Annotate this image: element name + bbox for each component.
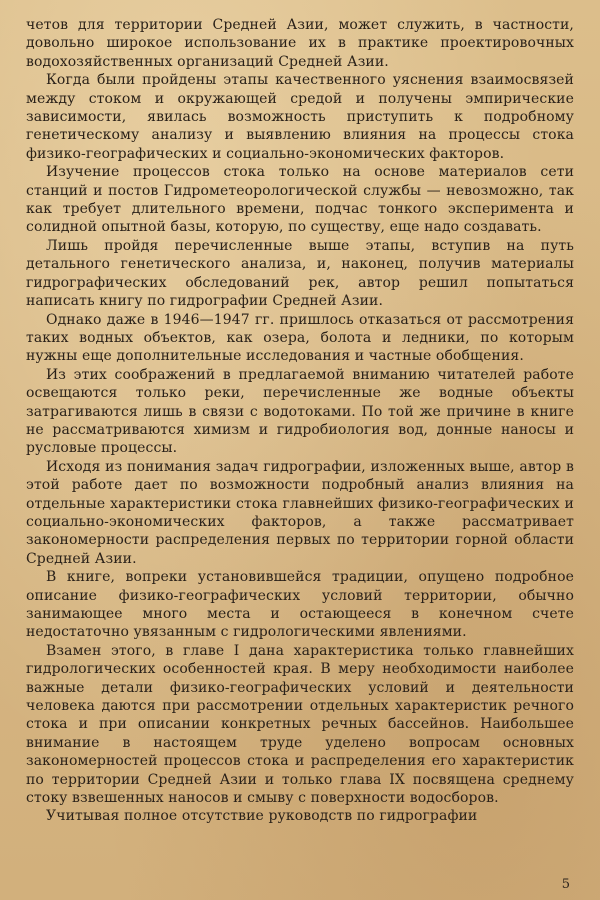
paragraph: В книге, вопреки установившейся традиции, опущено подробное описание физико-географических условий территории, обычно занимающее много места и остающееся в конечном счете недостаточно увязанным с гидрологическими явлениями.: [26, 569, 574, 641]
paragraph: Исходя из понимания задач гидрографии, изложенных выше, автор в этой работе дает по возможности подробный анализ влияния на отдельные характеристики стока главнейших физико-географических и социально-экономических факторов, а также рассматривает закономерности распределения первых по территории горной области Средней Азии.: [26, 458, 574, 567]
paragraph: Однако даже в 1946—1947 гг. пришлось отказаться от рассмотрения таких водных объектов, как озера, болота и ледники, по которым нужны еще дополнительные исследования и частные обобщения.: [26, 311, 574, 365]
paragraph: Взамен этого, в главе I дана характеристика только главнейших гидрологических особенностей края. В меру необходимости наиболее важные детали физико-географических условий и деятельности человека даются при рассмотрении отдельных характеристик речного стока и при описании конкретных речных бассейнов. Наибольшее внимание в настоящем труде уделено вопросам основных закономерностей процессов стока и распределения его характеристик по территории Средней Азии и только глава IX посвящена среднему стоку взвешенных наносов и смыву с поверхности водосборов.: [26, 642, 574, 807]
paragraph: Лишь пройдя перечисленные выше этапы, вступив на путь детального генетического анализа, и, наконец, получив материалы гидрографических обследований рек, автор решил попытаться написать книгу по гидрографии Средней Азии.: [26, 237, 574, 310]
page-number: 5: [561, 877, 570, 892]
paragraph: Изучение процессов стока только на основе материалов сети станций и постов Гидрометеорологической службы — невозможно, так как требует длительного времени, подчас тонкого эксперимента и солидной опытной базы, которую, по существу, еще надо создавать.: [26, 164, 574, 236]
paragraph: Из этих соображений в предлагаемой вниманию читателей работе освещаются только реки, перечисленные же водные объекты затрагиваются лишь в связи с водотоками. По той же причине в книге не рассматриваются химизм и гидробиология вод, донные наносы и русловые процессы.: [26, 366, 574, 457]
paragraph: Учитывая полное отсутствие руководств по гидрографии: [46, 808, 478, 825]
body-text: [26, 16, 574, 826]
paragraph-continued: четов для территории Средней Азии, может служить, в частности, довольно широкое использование их в практике проектировочных водохозяйственных организаций Средней Азии.: [26, 17, 574, 70]
paragraph: Когда были пройдены этапы качественного уяснения взаимосвязей между стоком и окружающей средой и получены эмпирические зависимости, явилась возможность приступить к подробному генетическому анализу и выявлению влияния на процессы стока физико-географических и социально-экономических факторов.: [26, 72, 574, 162]
